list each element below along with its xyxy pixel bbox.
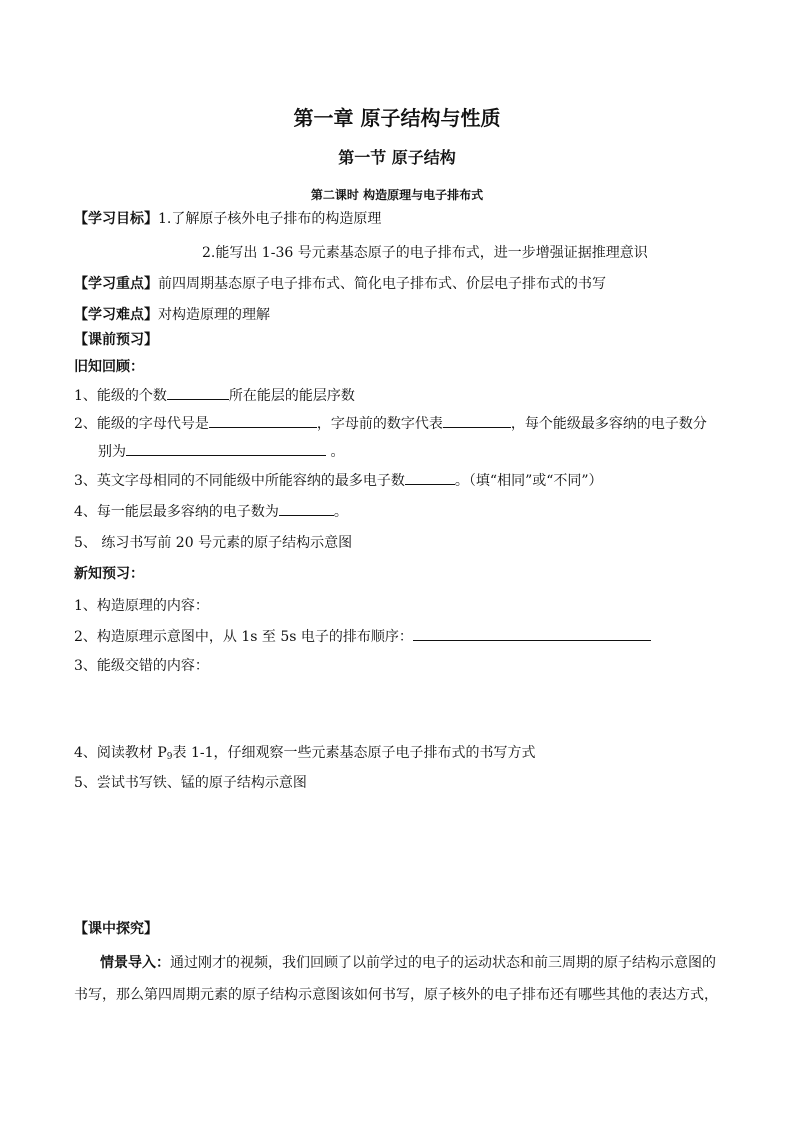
key-points-text: 前四周期基态原子电子排布式、简化电子排布式、价层电子排布式的书写 (158, 276, 606, 292)
difficulty-label: 【学习难点】 (74, 307, 158, 323)
preview-label: 【课前预习】 (74, 332, 158, 348)
review-question-3 (74, 472, 603, 488)
explore-label: 【课中探究】 (74, 921, 158, 937)
goals-item-1: 1.了解原子核外电子排布的构造原理 (158, 211, 382, 227)
new-question-4 (74, 746, 536, 760)
section-title: 第一节 原子结构 (338, 148, 456, 167)
q2-text-e: 。 (326, 444, 345, 460)
key-points-row (74, 277, 606, 291)
q2-blank-3[interactable] (126, 443, 326, 456)
n4-text-b: 表 1-1，仔细观察一些元素基态原子电子排布式的书写方式 (172, 745, 536, 761)
review-heading: 旧知回顾： (74, 359, 144, 375)
q3-blank[interactable] (405, 472, 455, 485)
q4-blank[interactable] (279, 503, 334, 516)
intro-line-1 (100, 956, 716, 970)
key-points-label: 【学习重点】 (74, 276, 158, 292)
n2-text: 2、构造原理示意图中，从 1s 至 5s 电子的排布顺序： (74, 629, 413, 645)
n4-text-a: 4、阅读教材 P (74, 745, 167, 761)
q2-blank-2[interactable] (443, 415, 511, 428)
goals-item-2: 2.能写出 1-36 号元素基态原子的电子排布式，进一步增强证据推理意识 (202, 245, 648, 261)
new-question-5: 5、尝试书写铁、锰的原子结构示意图 (74, 775, 307, 791)
intro-label: 情景导入： (100, 955, 170, 971)
q4-text-a: 4、每一能层最多容纳的电子数为 (74, 504, 279, 520)
q2-text-d: 别为 (98, 444, 126, 460)
n2-blank[interactable] (413, 628, 651, 641)
goals-label: 【学习目标】 (74, 211, 158, 227)
review-question-2 (74, 415, 707, 431)
intro-text-1: 通过刚才的视频，我们回顾了以前学过的电子的运动状态和前三周期的原子结构示意图的 (170, 955, 716, 971)
chapter-title: 第一章 原子结构与性质 (293, 106, 501, 130)
q2-blank-1[interactable] (209, 415, 317, 428)
review-question-5: 5、 练习书写前 20 号元素的原子结构示意图 (74, 535, 353, 551)
q2-text-a: 2、能级的字母代号是 (74, 416, 209, 432)
q3-text-b: 。（填“相同”或“不同”） (454, 473, 603, 489)
goals-row (74, 212, 381, 226)
lesson-title: 第二课时 构造原理与电子排布式 (310, 188, 484, 202)
q1-text-a: 1、能级的个数 (74, 388, 167, 404)
q1-blank[interactable] (167, 387, 229, 400)
n4-subscript: 9 (166, 752, 173, 762)
intro-line-2: 书写，那么第四周期元素的原子结构示意图该如何书写，原子核外的电子排布还有哪些其他的表达方式， (74, 987, 718, 1003)
difficulty-text: 对构造原理的理解 (158, 307, 270, 323)
q4-text-b: 。 (333, 504, 348, 520)
new-question-2 (74, 628, 651, 644)
q2-text-c: ，每个能级最多容纳的电子数分 (510, 416, 707, 432)
review-question-4 (74, 503, 348, 519)
review-question-2-cont (98, 443, 344, 459)
new-heading: 新知预习： (74, 566, 144, 582)
q1-text-b: 所在能层的能层序数 (228, 388, 355, 404)
q3-text-a: 3、英文字母相同的不同能级中所能容纳的最多电子数 (74, 473, 405, 489)
new-question-1: 1、构造原理的内容： (74, 598, 209, 614)
difficulty-row (74, 308, 270, 322)
new-question-3: 3、能级交错的内容： (74, 658, 209, 674)
q2-text-b: ，字母前的数字代表 (316, 416, 443, 432)
review-question-1 (74, 387, 355, 403)
